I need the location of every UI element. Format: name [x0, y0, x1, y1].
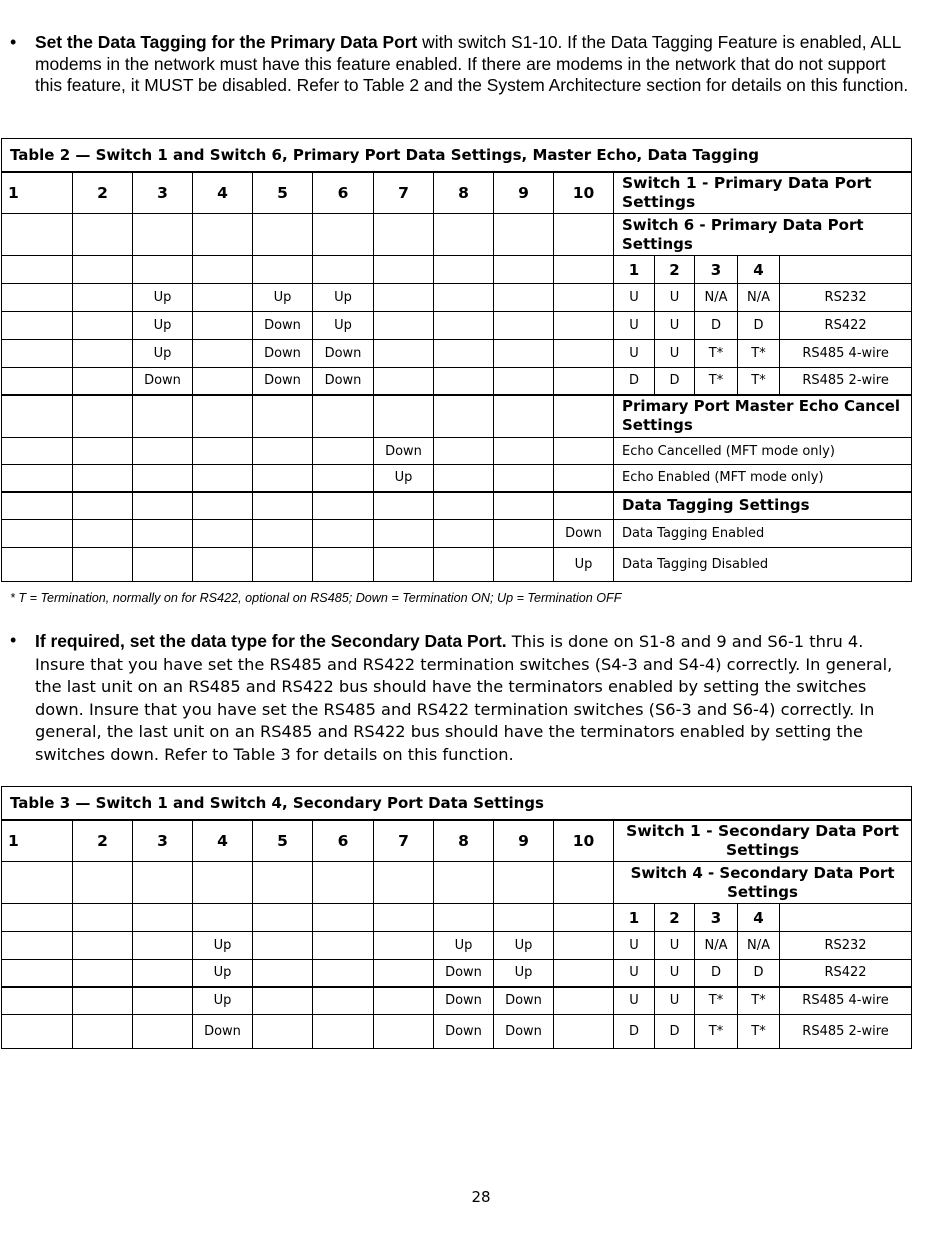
bullet-dot: • — [10, 630, 17, 650]
col-header: 2 — [73, 820, 133, 862]
switch-9-value: Down — [494, 1015, 554, 1049]
switch-8-value: Up — [434, 932, 494, 960]
col-header: 6 — [313, 172, 374, 214]
col-header: 5 — [253, 172, 313, 214]
mode-value: RS485 2-wire — [780, 368, 912, 395]
sub-1-value: U — [614, 340, 655, 368]
col-header: 10 — [554, 172, 614, 214]
col-header: 8 — [434, 172, 494, 214]
table-row — [2, 1015, 912, 1049]
sub-header: 3 — [695, 904, 738, 932]
sub-1-value: U — [614, 987, 655, 1015]
switch-6-value: Up — [313, 284, 374, 312]
col-header: 1 — [2, 820, 73, 862]
col-header: 3 — [133, 820, 193, 862]
table-row — [2, 987, 912, 1015]
switch-3-value: Up — [133, 312, 193, 340]
sub-2-value: D — [655, 368, 695, 395]
sub-1-value: D — [614, 368, 655, 395]
tagging-description: Data Tagging Disabled — [614, 548, 912, 582]
col-header: 6 — [313, 820, 374, 862]
sub-header: 1 — [614, 256, 655, 284]
table-row — [2, 340, 912, 368]
sub-1-value: U — [614, 960, 655, 987]
bullet-body: with switch S1-10. If the Data Tagging Feature is enabled, ALL modems in the network must have this feature enabled. If there are modems in the network that do not support this feature, it MUST be disabled. Refer to Table 2 and the System Architecture section for details on this function. — [35, 32, 909, 95]
col-header: 9 — [494, 172, 554, 214]
table-row — [2, 465, 912, 492]
switch-9-value: Down — [494, 987, 554, 1015]
echo-section-title: Primary Port Master Echo Cancel Settings — [614, 395, 912, 438]
sub-4-value: N/A — [738, 284, 780, 312]
table-2-primary-port — [1, 138, 912, 582]
switch4-section-title: Switch 4 - Secondary Data Port Settings — [614, 862, 912, 904]
switch-4-value: Up — [193, 987, 253, 1015]
table-row — [2, 520, 912, 548]
sub-4-value: T* — [738, 340, 780, 368]
sub-header: 4 — [738, 904, 780, 932]
bullet-body: This is done on S1-8 and 9 and S6-1 thru 4. Insure that you have set the RS485 and RS422 termination switches (S4-3 and S4-4) correctly. In general, the last unit on an RS485 and RS422 bus should have the terminators enabled by setting the switches down. Insure that you have set the RS485 and RS422 termination switches (S6-3 and S6-4) correctly. In general, the last unit on an RS485 and RS422 bus should have the terminators enabled by setting the switches down. Refer to Table 3 for details on this function. — [35, 632, 893, 764]
mode-value: RS422 — [780, 312, 912, 340]
tagging-description: Data Tagging Enabled — [614, 520, 912, 548]
col-header: 7 — [374, 172, 434, 214]
switch-5-value: Down — [253, 312, 313, 340]
switch-4-value: Up — [193, 932, 253, 960]
sub-header: 2 — [655, 904, 695, 932]
mode-value: RS232 — [780, 284, 912, 312]
sub-2-value: U — [655, 284, 695, 312]
col-header: 4 — [193, 172, 253, 214]
sub-1-value: U — [614, 284, 655, 312]
bullet-text — [35, 32, 915, 97]
table-row — [2, 960, 912, 987]
table-3-secondary-port — [1, 786, 912, 1049]
sub-3-value: T* — [695, 1015, 738, 1049]
sub-1-value: U — [614, 312, 655, 340]
switch-4-value: Down — [193, 1015, 253, 1049]
col-header: 2 — [73, 172, 133, 214]
bullet-lead: If required, set the data type for the Secondary Data Port. — [35, 631, 507, 651]
switch-3-value: Down — [133, 368, 193, 395]
switch-3-value: Up — [133, 340, 193, 368]
switch-4-value: Up — [193, 960, 253, 987]
mode-value: RS485 4-wire — [780, 987, 912, 1015]
tagging-section-title: Data Tagging Settings — [614, 492, 912, 520]
bullet-text — [35, 630, 915, 767]
col-header: 3 — [133, 172, 193, 214]
col-header: 9 — [494, 820, 554, 862]
table-row — [2, 932, 912, 960]
table-row — [2, 438, 912, 465]
col-header: 1 — [2, 172, 73, 214]
sub-header: 1 — [614, 904, 655, 932]
switch-5-value: Down — [253, 340, 313, 368]
switch1-section-title: Switch 1 - Secondary Data Port Settings — [614, 820, 912, 862]
bullet-secondary-port — [10, 630, 915, 767]
sub-3-value: T* — [695, 368, 738, 395]
switch-10-value: Down — [554, 520, 614, 548]
table-footnote: * T = Termination, normally on for RS422, optional on RS485; Down = Termination ON; Up = Termination OFF — [10, 591, 622, 605]
bullet-dot: • — [10, 32, 17, 52]
switch-8-value: Down — [434, 960, 494, 987]
switch-5-value: Up — [253, 284, 313, 312]
sub-2-value: U — [655, 312, 695, 340]
bullet-lead: Set the Data Tagging for the Primary Data Port — [35, 32, 418, 52]
sub-3-value: N/A — [695, 284, 738, 312]
col-header: 7 — [374, 820, 434, 862]
sub-4-value: T* — [738, 1015, 780, 1049]
col-header: 10 — [554, 820, 614, 862]
switch6-section-title: Switch 6 - Primary Data Port Settings — [614, 214, 912, 256]
switch-9-value: Up — [494, 932, 554, 960]
sub-4-value: T* — [738, 368, 780, 395]
bullet-data-tagging — [10, 32, 915, 97]
switch-6-value: Up — [313, 312, 374, 340]
switch-3-value: Up — [133, 284, 193, 312]
echo-description: Echo Cancelled (MFT mode only) — [614, 438, 912, 465]
sub-4-value: D — [738, 312, 780, 340]
switch-6-value: Down — [313, 368, 374, 395]
switch-9-value: Up — [494, 960, 554, 987]
col-header: 8 — [434, 820, 494, 862]
switch-5-value: Down — [253, 368, 313, 395]
sub-3-value: D — [695, 960, 738, 987]
sub-2-value: U — [655, 960, 695, 987]
sub-1-value: D — [614, 1015, 655, 1049]
switch-8-value: Down — [434, 987, 494, 1015]
sub-header: 2 — [655, 256, 695, 284]
switch-7-value: Up — [374, 465, 434, 492]
col-header: 4 — [193, 820, 253, 862]
mode-value: RS485 2-wire — [780, 1015, 912, 1049]
table-row — [2, 312, 912, 340]
sub-3-value: T* — [695, 987, 738, 1015]
sub-3-value: N/A — [695, 932, 738, 960]
table-row — [2, 284, 912, 312]
sub-4-value: D — [738, 960, 780, 987]
sub-2-value: U — [655, 340, 695, 368]
sub-4-value: T* — [738, 987, 780, 1015]
col-header: 5 — [253, 820, 313, 862]
table-caption: Table 3 — Switch 1 and Switch 4, Secondary Port Data Settings — [2, 787, 912, 820]
sub-2-value: D — [655, 1015, 695, 1049]
switch-10-value: Up — [554, 548, 614, 582]
table-caption: Table 2 — Switch 1 and Switch 6, Primary Port Data Settings, Master Echo, Data Tagging — [2, 139, 912, 172]
mode-value: RS232 — [780, 932, 912, 960]
switch1-section-title: Switch 1 - Primary Data Port Settings — [614, 172, 912, 214]
sub-4-value: N/A — [738, 932, 780, 960]
sub-header: 3 — [695, 256, 738, 284]
table-row — [2, 368, 912, 395]
switch-7-value: Down — [374, 438, 434, 465]
mode-value: RS485 4-wire — [780, 340, 912, 368]
switch-6-value: Down — [313, 340, 374, 368]
page-number: 28 — [471, 1188, 491, 1206]
sub-1-value: U — [614, 932, 655, 960]
sub-3-value: T* — [695, 340, 738, 368]
echo-description: Echo Enabled (MFT mode only) — [614, 465, 912, 492]
sub-3-value: D — [695, 312, 738, 340]
table-row — [2, 548, 912, 582]
switch-8-value: Down — [434, 1015, 494, 1049]
sub-2-value: U — [655, 987, 695, 1015]
mode-value: RS422 — [780, 960, 912, 987]
sub-header: 4 — [738, 256, 780, 284]
sub-2-value: U — [655, 932, 695, 960]
